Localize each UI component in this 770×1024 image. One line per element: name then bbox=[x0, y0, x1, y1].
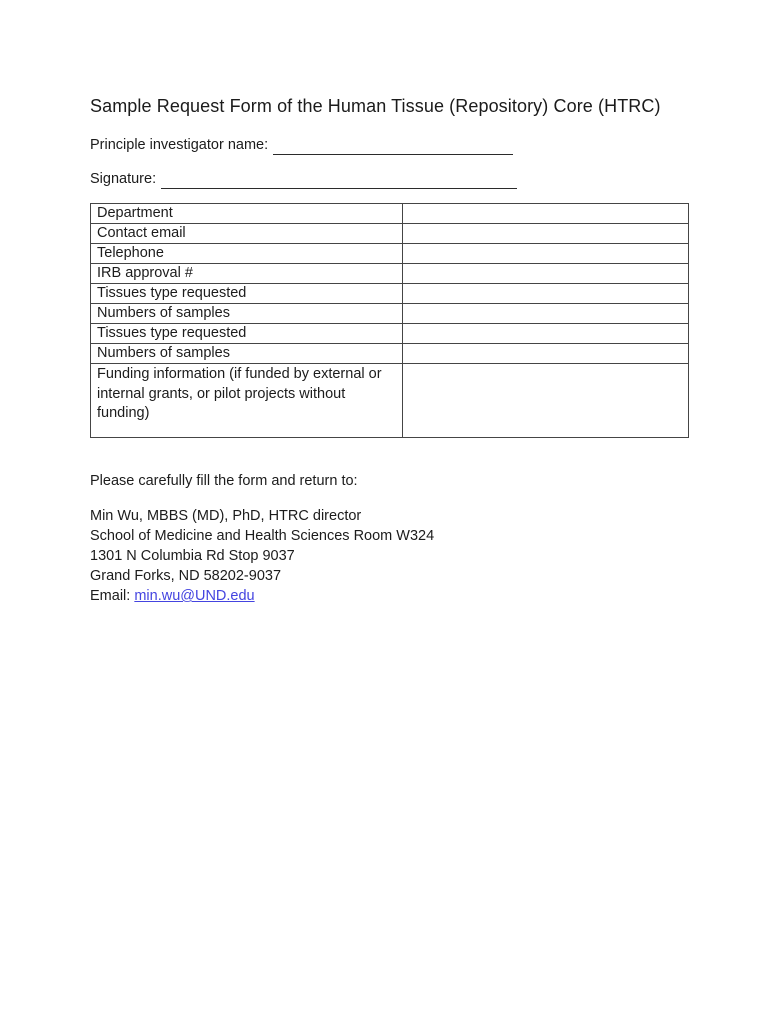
row-label-cell: Numbers of samples bbox=[91, 304, 403, 324]
request-table bbox=[90, 203, 689, 438]
row-value-cell[interactable] bbox=[403, 204, 689, 224]
table-row bbox=[91, 244, 689, 264]
signature-field bbox=[90, 171, 517, 189]
table-row bbox=[91, 204, 689, 224]
page-title: Sample Request Form of the Human Tissue (Repository) Core (HTRC) bbox=[90, 96, 661, 116]
row-value-cell[interactable] bbox=[403, 344, 689, 364]
row-label-cell: Tissues type requested bbox=[91, 324, 403, 344]
instruction-text: Please carefully fill the form and return to: bbox=[90, 473, 358, 489]
row-label-cell: Department bbox=[91, 204, 403, 224]
row-value-cell[interactable] bbox=[403, 284, 689, 304]
table-row bbox=[91, 224, 689, 244]
table-row bbox=[91, 264, 689, 284]
row-value-cell[interactable] bbox=[403, 224, 689, 244]
contact-line-email bbox=[90, 586, 434, 606]
table-row bbox=[91, 344, 689, 364]
signature-label: Signature: bbox=[90, 171, 157, 187]
row-label-cell: IRB approval # bbox=[91, 264, 403, 284]
table-row bbox=[91, 304, 689, 324]
row-value-cell[interactable] bbox=[403, 244, 689, 264]
contact-line-street: 1301 N Columbia Rd Stop 9037 bbox=[90, 548, 295, 564]
principal-investigator-blank[interactable] bbox=[273, 139, 513, 155]
table-row bbox=[91, 284, 689, 304]
row-label-cell: Numbers of samples bbox=[91, 344, 403, 364]
contact-line-director: Min Wu, MBBS (MD), PhD, HTRC director bbox=[90, 508, 362, 524]
row-label-cell: Funding information (if funded by external or internal grants, or pilot projects without funding) bbox=[91, 364, 403, 438]
contact-line-school: School of Medicine and Health Sciences Room W324 bbox=[90, 528, 435, 544]
row-label-cell: Contact email bbox=[91, 224, 403, 244]
row-value-cell[interactable] bbox=[403, 324, 689, 344]
signature-blank[interactable] bbox=[161, 173, 517, 189]
row-label-cell: Tissues type requested bbox=[91, 284, 403, 304]
row-value-cell[interactable] bbox=[403, 364, 689, 438]
email-label: Email: bbox=[90, 588, 131, 604]
row-label-cell: Telephone bbox=[91, 244, 403, 264]
row-value-cell[interactable] bbox=[403, 304, 689, 324]
contact-line-city: Grand Forks, ND 58202-9037 bbox=[90, 568, 282, 584]
row-value-cell[interactable] bbox=[403, 264, 689, 284]
email-link[interactable]: min.wu@UND.edu bbox=[134, 588, 255, 604]
principal-investigator-field bbox=[90, 137, 513, 155]
table-row bbox=[91, 324, 689, 344]
principal-investigator-label: Principle investigator name: bbox=[90, 137, 269, 153]
contact-block bbox=[90, 506, 434, 606]
table-row-funding bbox=[91, 364, 689, 438]
